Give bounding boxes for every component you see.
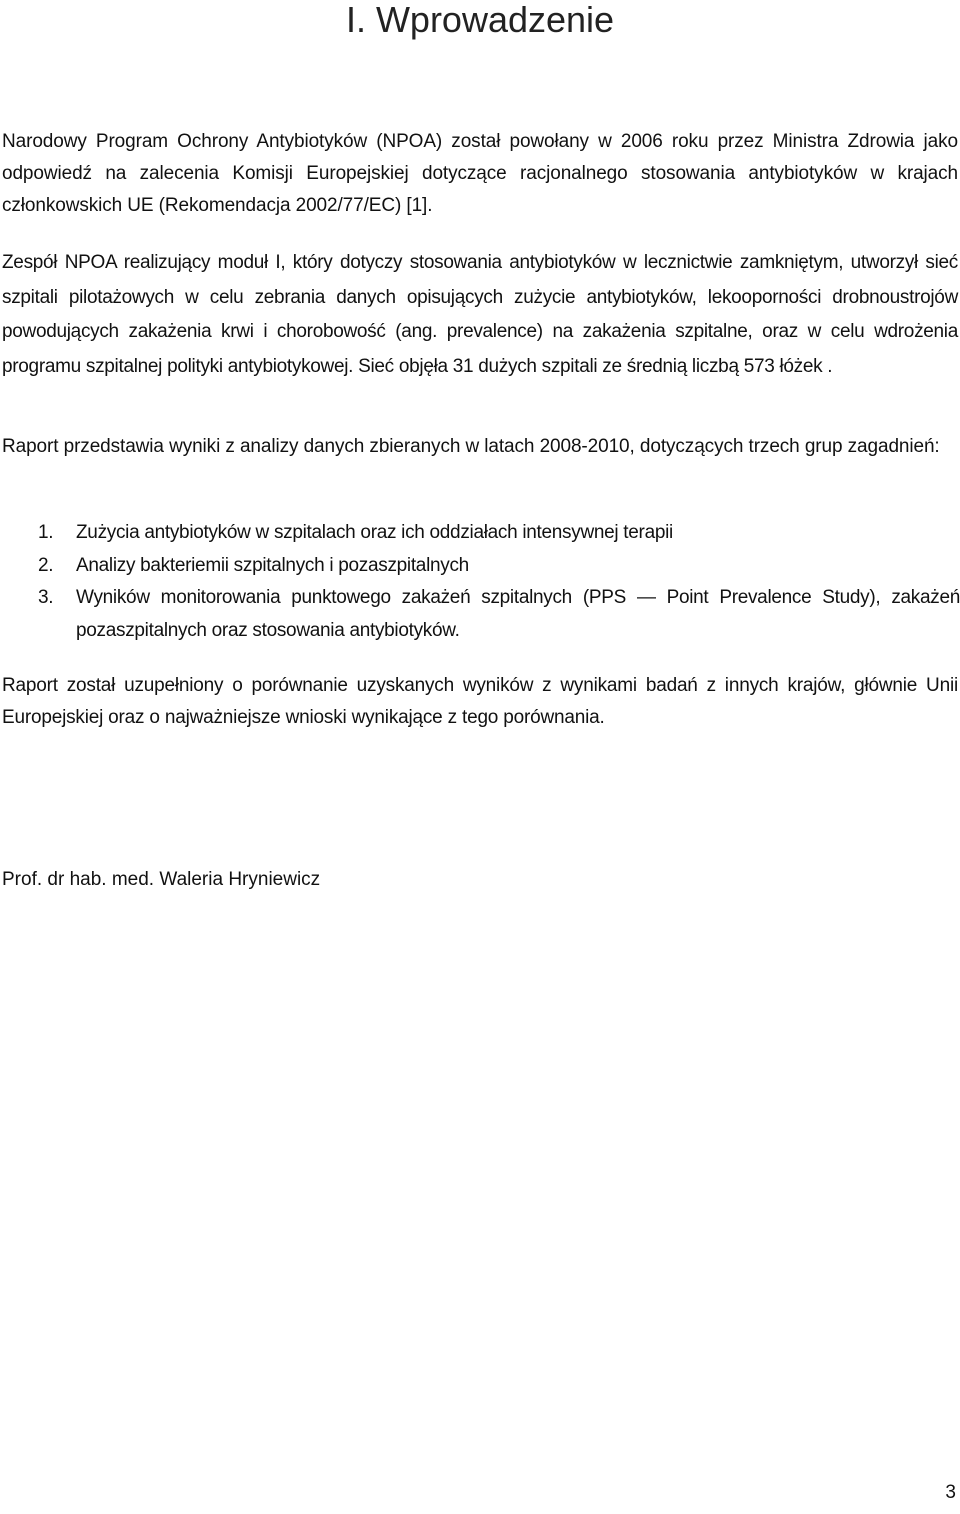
- list-item-number: 1.: [38, 522, 54, 543]
- list-item-text: Analizy bakteriemii szpitalnych i pozaszpitalnych: [76, 554, 469, 576]
- section-title: I. Wprowadzenie: [345, 0, 615, 40]
- page-number: 3: [945, 1482, 956, 1503]
- author-signature: Prof. dr hab. med. Waleria Hryniewicz: [2, 869, 321, 890]
- paragraph-comparison: Raport został uzupełniony o porównanie uzyskanych wyników z wynikami badań z innych krajów, głównie Unii Europejskiej oraz o najważniejsze wnioski wynikające z tego porównania.: [2, 675, 958, 728]
- paragraph-report-scope: Raport przedstawia wyniki z analizy danych zbieranych w latach 2008-2010, dotyczących trzech grup zagadnień:: [2, 436, 940, 457]
- list-item: [2, 582, 960, 647]
- list-item-text: Zużycia antybiotyków w szpitalach oraz ich oddziałach intensywnej terapii: [76, 522, 673, 543]
- list-item: [2, 550, 960, 583]
- paragraph-team-module: Zespół NPOA realizujący moduł I, który dotyczy stosowania antybiotyków w lecznictwie zamkniętym, utworzył sieć szpitali pilotażowych w celu zebrania danych opisujących zużycie antybiotyków, lekooporności drobnoustrojów powodujących zakażenia krwi i chorobowość (ang. prevalence) na zakażenia szpitalne, oraz w celu wdrożenia programu szpitalnej polityki antybiotykowej. Sieć objęła 31 dużych szpitali ze średnią liczbą 573 łóżek .: [2, 252, 958, 377]
- list-item-number: 3.: [38, 587, 54, 608]
- topic-list: [2, 517, 960, 647]
- list-item: [2, 517, 960, 550]
- paragraph-npoa-intro: Narodowy Program Ochrony Antybiotyków (NPOA) został powołany w 2006 roku przez Ministra Zdrowia jako odpowiedź na zalecenia Komisji Europejskiej dotyczące racjonalnego stosowania antybiotyków w krajach członkowskich UE (Rekomendacja 2002/77/EC) [1].: [2, 131, 958, 216]
- list-item-number: 2.: [38, 554, 54, 576]
- list-item-text: Wyników monitorowania punktowego zakażeń szpitalnych (PPS — Point Prevalence Study), zakażeń pozaszpitalnych oraz stosowania antybiotyków.: [76, 587, 960, 641]
